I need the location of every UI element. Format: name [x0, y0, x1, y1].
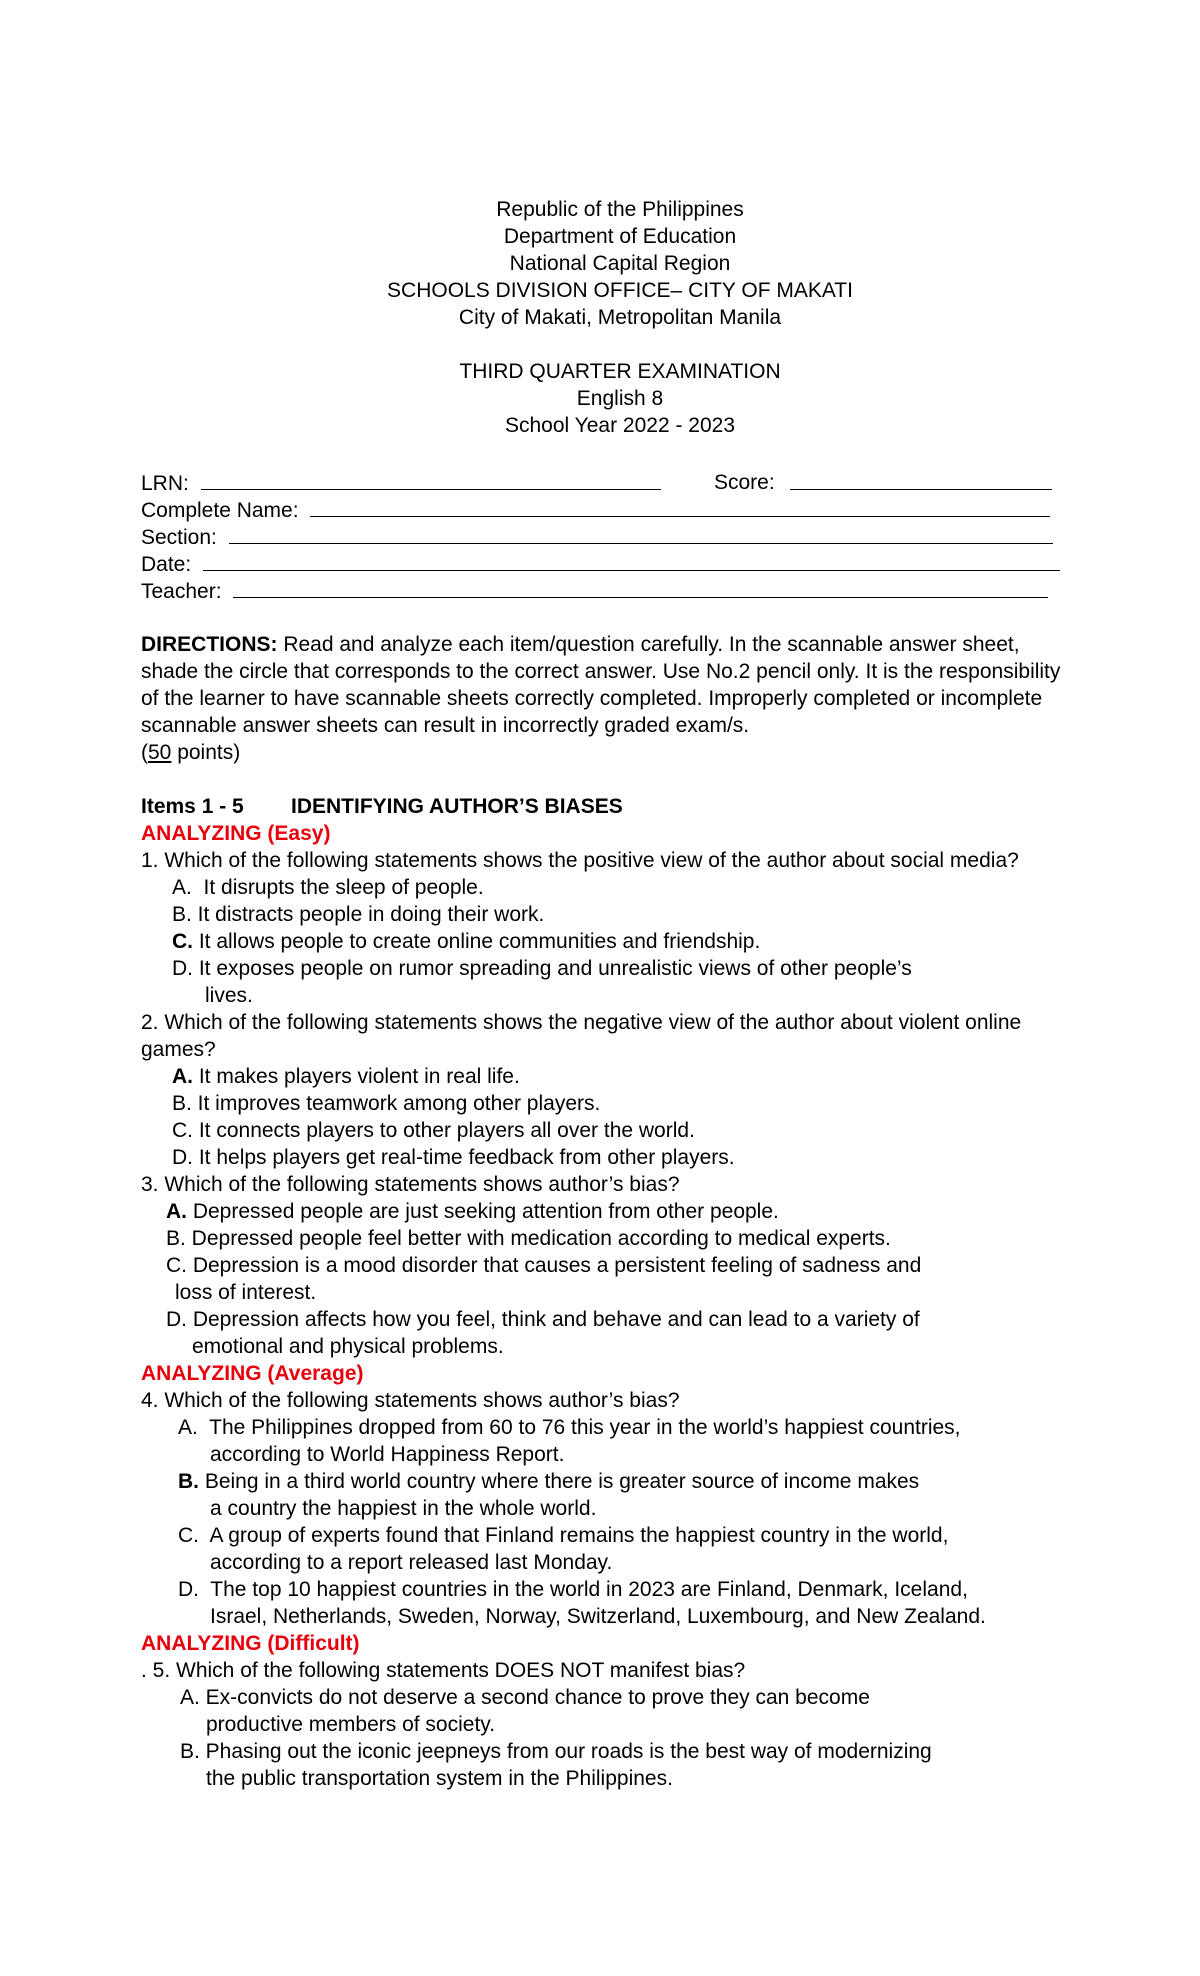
lrn-label: LRN: — [141, 472, 189, 495]
question-2: 2. Which of the following statements shows the negative view of the author about violent online games? — [141, 1011, 1022, 1061]
directions — [141, 631, 1076, 766]
option-text: It makes players violent in real life. — [193, 1065, 520, 1088]
option-text: The Philippines dropped from 60 to 76 this year in the world’s happiest countries, — [197, 1416, 961, 1439]
q1-option-b[interactable] — [141, 901, 1076, 928]
option-continuation: emotional and physical problems. — [192, 1335, 504, 1358]
teacher-label: Teacher: — [141, 580, 222, 603]
option-continuation: loss of interest. — [175, 1281, 317, 1304]
option-letter: C. — [172, 930, 193, 953]
option-text: It disrupts the sleep of people. — [191, 876, 484, 899]
section-title: IDENTIFYING AUTHOR’S BIASES — [291, 795, 623, 818]
question-4: 4. Which of the following statements shows author’s bias? — [141, 1389, 680, 1412]
exam-title: THIRD QUARTER EXAMINATION — [459, 360, 781, 383]
q2-option-b[interactable] — [141, 1090, 1076, 1117]
option-text: Depressed people are just seeking attention from other people. — [187, 1200, 779, 1223]
directions-label: DIRECTIONS: — [141, 633, 278, 656]
document-header — [0, 196, 1200, 439]
student-info-fields — [141, 469, 1061, 604]
lrn-row — [141, 469, 1061, 496]
option-text: It exposes people on rumor spreading and unrealistic views of other people’s — [193, 957, 912, 980]
option-letter: D. — [166, 1308, 187, 1331]
q5-option-a[interactable] — [141, 1684, 1076, 1738]
option-letter: C. — [172, 1119, 193, 1142]
section-items: Items 1 - 5 — [141, 795, 244, 818]
option-text: It allows people to create online communities and friendship. — [193, 930, 761, 953]
exam-content — [141, 631, 1076, 1792]
option-text: Phasing out the iconic jeepneys from our roads is the best way of modernizing — [199, 1740, 932, 1763]
header-division: SCHOOLS DIVISION OFFICE– CITY OF MAKATI — [387, 279, 853, 302]
teacher-field[interactable] — [233, 577, 1048, 598]
option-text: Ex-convicts do not deserve a second chance to prove they can become — [199, 1686, 870, 1709]
q4-option-d[interactable] — [141, 1576, 1076, 1630]
option-letter: C. — [166, 1254, 187, 1277]
option-continuation: Israel, Netherlands, Sweden, Norway, Switzerland, Luxembourg, and New Zealand. — [210, 1605, 986, 1628]
question-1: 1. Which of the following statements shows the positive view of the author about social media? — [141, 849, 1019, 872]
score-label: Score: — [714, 471, 775, 494]
option-continuation: the public transportation system in the Philippines. — [206, 1767, 673, 1790]
option-letter: A. — [172, 876, 192, 899]
school-year: School Year 2022 - 2023 — [504, 414, 736, 437]
level-average: ANALYZING (Average) — [141, 1362, 364, 1385]
date-row — [141, 550, 1061, 577]
q1-option-d[interactable] — [141, 955, 1076, 1009]
q2-option-d[interactable] — [141, 1144, 1076, 1171]
name-row — [141, 496, 1061, 523]
q3-option-c[interactable] — [141, 1252, 1076, 1306]
q1-option-c[interactable] — [141, 928, 1076, 955]
option-letter: A. — [180, 1686, 200, 1709]
points-close: points) — [171, 741, 241, 764]
option-letter: D. — [178, 1578, 199, 1601]
section-field[interactable] — [229, 523, 1053, 544]
header-republic: Republic of the Philippines — [496, 198, 744, 221]
option-continuation: productive members of society. — [206, 1713, 496, 1736]
option-text: Depression is a mood disorder that causes a persistent feeling of sadness and — [187, 1254, 922, 1277]
q2-option-c[interactable] — [141, 1117, 1076, 1144]
option-text: It distracts people in doing their work. — [191, 903, 545, 926]
option-letter: D. — [172, 957, 193, 980]
q5-option-b[interactable] — [141, 1738, 1076, 1792]
option-letter: A. — [166, 1200, 187, 1223]
option-text: Depression affects how you feel, think and behave and can lead to a variety of — [187, 1308, 920, 1331]
score-field[interactable] — [790, 469, 1052, 490]
name-label: Complete Name: — [141, 499, 299, 522]
option-letter: C. — [178, 1524, 199, 1547]
option-text: It connects players to other players all over the world. — [193, 1119, 695, 1142]
question-3: 3. Which of the following statements shows author’s bias? — [141, 1173, 680, 1196]
option-continuation: according to World Happiness Report. — [210, 1443, 565, 1466]
option-continuation: a country the happiest in the whole world. — [210, 1497, 597, 1520]
option-letter: B. — [180, 1740, 200, 1763]
option-letter: D. — [172, 1146, 193, 1169]
option-letter: A. — [172, 1065, 193, 1088]
q4-option-c[interactable] — [141, 1522, 1076, 1576]
option-text: It improves teamwork among other players. — [191, 1092, 601, 1115]
option-letter: B. — [166, 1227, 186, 1250]
section-label: Section: — [141, 526, 217, 549]
name-field[interactable] — [310, 496, 1050, 517]
points-number: 50 — [148, 741, 172, 764]
q4-option-a[interactable] — [141, 1414, 1076, 1468]
directions-text: Read and analyze each item/question carefully. In the scannable answer sheet, shade the circle that corresponds to the correct answer. Use No.2 pencil only. It is the responsibility of the learner to have scannable sheets correctly completed. Improperly completed or incomplete scannable answer sheets can result in incorrectly graded exam/s. — [141, 633, 1061, 737]
section-row — [141, 523, 1061, 550]
points-open: ( — [141, 741, 148, 764]
option-text: A group of experts found that Finland remains the happiest country in the world, — [199, 1524, 949, 1547]
exam-subject: English 8 — [576, 387, 664, 410]
option-text: Depressed people feel better with medication according to medical experts. — [185, 1227, 891, 1250]
q3-option-a[interactable] — [141, 1198, 1076, 1225]
option-text: The top 10 happiest countries in the world in 2023 are Finland, Denmark, Iceland, — [199, 1578, 968, 1601]
option-continuation: lives. — [205, 984, 253, 1007]
option-letter: A. — [178, 1416, 198, 1439]
header-city: City of Makati, Metropolitan Manila — [458, 306, 782, 329]
question-5: . 5. Which of the following statements DOES NOT manifest bias? — [141, 1659, 746, 1682]
q3-option-b[interactable] — [141, 1225, 1076, 1252]
date-label: Date: — [141, 553, 192, 576]
q4-option-b[interactable] — [141, 1468, 1076, 1522]
date-field[interactable] — [203, 550, 1060, 571]
option-text: Being in a third world country where there is greater source of income makes — [199, 1470, 920, 1493]
option-text: It helps players get real-time feedback from other players. — [193, 1146, 735, 1169]
option-continuation: according to a report released last Monday. — [210, 1551, 613, 1574]
lrn-field[interactable] — [201, 469, 661, 490]
option-letter: B. — [172, 1092, 192, 1115]
q1-option-a[interactable] — [141, 874, 1076, 901]
header-deped: Department of Education — [503, 225, 737, 248]
q3-option-d[interactable] — [141, 1306, 1076, 1360]
header-region: National Capital Region — [509, 252, 731, 275]
level-easy: ANALYZING (Easy) — [141, 822, 331, 845]
level-difficult: ANALYZING (Difficult) — [141, 1632, 360, 1655]
teacher-row — [141, 577, 1061, 604]
option-letter: B. — [178, 1470, 199, 1493]
section-heading — [141, 793, 1076, 820]
q2-option-a[interactable] — [141, 1063, 1076, 1090]
option-letter: B. — [172, 903, 192, 926]
